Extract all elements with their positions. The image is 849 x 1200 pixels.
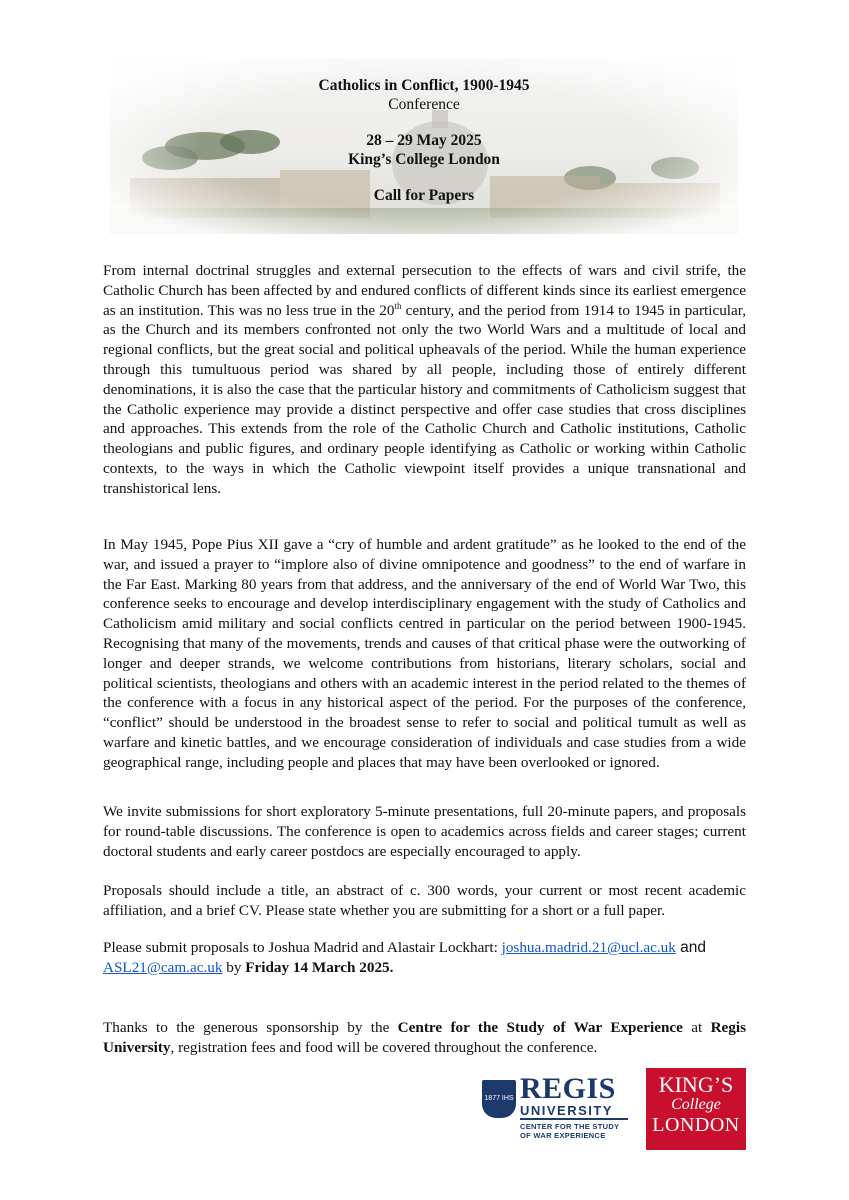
proposal-requirements-text: Proposals should include a title, an abstract of c. 300 words, your current or most recent academic affiliation, and a brief CV. Please state whether you are submitting for a short or a full paper. <box>103 882 746 919</box>
and-text: and <box>675 939 707 956</box>
email-link-joshua[interactable]: joshua.madrid.21@ucl.ac.uk <box>501 939 676 956</box>
superscript-th: th <box>394 300 402 311</box>
call-for-papers-heading: Call for Papers <box>373 187 475 204</box>
regis-university-logo <box>482 1068 637 1148</box>
kings-logo-line1: KING’S <box>658 1072 734 1097</box>
paragraph-submit <box>103 938 746 978</box>
by-text: by <box>222 958 246 976</box>
conference-title: Catholics in Conflict, 1900-1945 <box>318 77 530 94</box>
at-text: at <box>682 1019 711 1036</box>
kings-logo-line3: LONDON <box>652 1114 740 1136</box>
regis-name: REGIS <box>520 1072 616 1105</box>
sponsor-university-name: Regis University <box>103 1019 746 1056</box>
sponsorship-text-b: , registration fees and food will be covered throughout the conference. <box>170 1038 598 1056</box>
intro-text-a: From internal doctrinal struggles and external persecution to the effects of wars and civil strife, the Catholic Church has been affected by and endured conflicts of different kinds since its earliest emergence as an institution. This was no less true in the 20 <box>103 262 746 319</box>
kings-college-london-logo <box>646 1068 746 1150</box>
kings-logo-line2: College <box>671 1096 721 1113</box>
conference-venue: King’s College London <box>348 151 500 168</box>
paragraph-sponsorship <box>103 1018 746 1058</box>
paragraph-context <box>103 535 746 773</box>
email-link-asl[interactable]: ASL21@cam.ac.uk <box>103 958 223 976</box>
header-banner <box>110 58 738 234</box>
conference-subtitle: Conference <box>388 96 460 113</box>
regis-center-label: CENTER FOR THE STUDY OF WAR EXPERIENCE <box>520 1122 620 1140</box>
deadline-date: Friday 14 March 2025. <box>245 958 394 976</box>
submission-types-text: We invite submissions for short exploratory 5-minute presentations, full 20-minute papers, and proposals for round-table discussions. The conference is open to academics across fields and career stages; current doctoral students and early career postdocs are especially encouraged to apply. <box>103 803 746 860</box>
paragraph-intro <box>103 261 746 499</box>
paragraph-proposal-requirements <box>103 881 746 921</box>
conference-dates: 28 – 29 May 2025 <box>366 132 482 149</box>
sponsor-centre-name: Centre for the Study of War Experience <box>397 1019 683 1036</box>
submit-text: Please submit proposals to Joshua Madrid and Alastair Lockhart: <box>103 939 502 956</box>
sponsorship-text-a: Thanks to the generous sponsorship by the <box>103 1019 398 1036</box>
regis-shield-icon: 1877 IHS <box>482 1080 516 1118</box>
context-text: In May 1945, Pope Pius XII gave a “cry of humble and ardent gratitude” as he looked to the end of the war, and issued a prayer to “implore also of divine omnipotence and goodness” to the end of warfare in the Far East. Marking 80 years from that address, and the anniversary of the end of World War Two, this conference seeks to encourage and develop interdisciplinary engagement with the study of Catholics and Catholicism amid military and social conflicts centred in particular on the period between 1900-1945. Recognising that many of the movements, trends and causes of that critical phase were the outworking of longer and deeper strands, we welcome contributions from historians, literary scholars, social and political scientists, theologians and others with an academic interest in the period related to the themes of the conference with a focus in any historical aspect of the period. For the purposes of the conference, “conflict” should be understood in the broadest sense to refer to social and political tumult as well as warfare and kinetic battles, and we encourage consideration of individuals and case studies from a wide geographical range, including people and places that may have been overlooked or ignored. <box>103 536 746 771</box>
regis-university-label: UNIVERSITY <box>520 1104 628 1120</box>
intro-text-b: century, and the period from 1914 to 1945 in particular, as the Church and its members confronted not only the two World Wars and a multitude of local and regional conflicts, but the great social and political upheavals of the period. While the human experience through this tumultuous period was shared by all people, including those of entirely different denominations, it is also the case that the particular history and commitments of Catholicism suggest that the Catholic experience may provide a distinct perspective and offer case studies that cross disciplines and approaches. This extends from the role of the Catholic Church and Catholic institutions, Catholic theologians and public figures, and ordinary people identifying as Catholic or working within Catholic contexts, to the ways in which the Catholic viewpoint itself provides a unique transnational and transhistorical lens. <box>103 301 746 497</box>
paragraph-submission-types <box>103 802 746 861</box>
